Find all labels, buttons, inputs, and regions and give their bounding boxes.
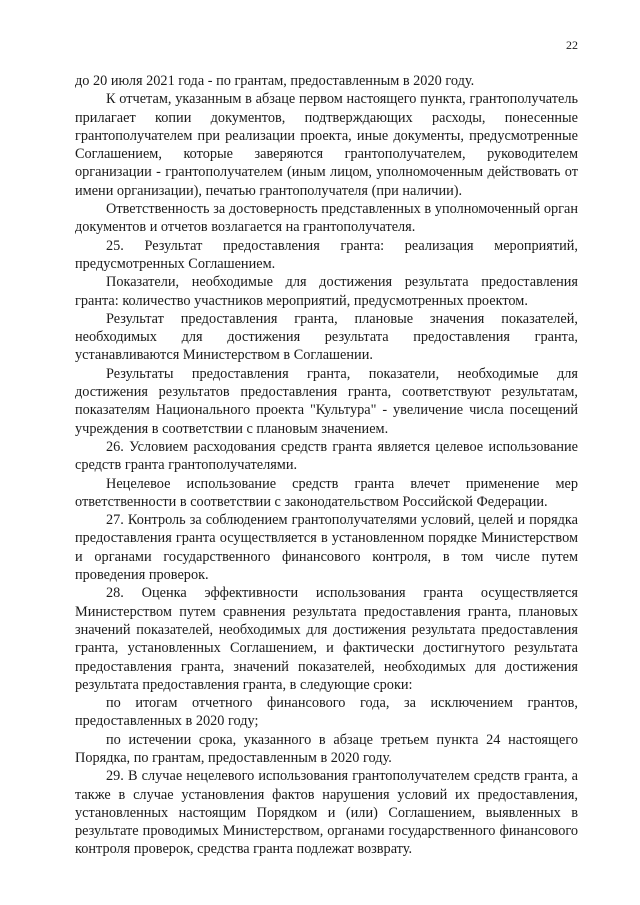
paragraph-misuse-liability: Нецелевое использование средств гранта влечет применение мер ответственности в соответствии с законодательством Российской Федерации. (75, 475, 578, 510)
paragraph-26-condition: 26. Условием расходования средств гранта является целевое использование средств гранта грантополучателями. (75, 438, 578, 474)
paragraph-indicators: Показатели, необходимые для достижения результата предоставления гранта: количество участников мероприятий, предусмотренных проектом. (75, 274, 578, 309)
paragraph-responsibility: Ответственность за достоверность представленных в уполномоченный орган документов и отчетов возлагается на грантополучателя. (75, 201, 578, 236)
paragraph-planned-values: Результат предоставления гранта, плановые значения показателей, необходимых для достижения результата предоставления гранта, устанавливаются Министерством в Соглашении. (75, 310, 578, 364)
paragraph-29-return: 29. В случае нецелевого использования грантополучателем средств гранта, а также в случае установления фактов нарушения условий их предоставления, установленных настоящим Порядком и (или) Соглашением, выявленных в результате проводимых Министерством, органами государственного финансового контроля проверок, средства гранта подлежат возврату. (75, 768, 578, 858)
paragraph-28-evaluation: 28. Оценка эффективности использования гранта осуществляется Министерством путем сравнения результата предоставления гранта, плановых значений показателей, необходимых для достижения результата предоставления гранта, установленных Соглашением, и фактически достигнутого результата предоставления гранта, значений показателей, необходимых для достижения результата предоставления гранта, в следующие сроки: (75, 585, 578, 693)
document-body (75, 72, 578, 859)
paragraph-25-result: 25. Результат предоставления гранта: реализация мероприятий, предусмотренных Соглашением. (75, 237, 578, 272)
paragraph-term-annual: по итогам отчетного финансового года, за исключением грантов, предоставленных в 2020 году; (75, 695, 578, 730)
paragraph-report-attachments: К отчетам, указанным в абзаце первом настоящего пункта, грантополучатель прилагает копии документов, подтверждающих расходы, понесенные грантополучателем при реализации проекта, иные документы, предусмотренные Соглашением, которые заверяются грантополучателем, руководителем организации - грантополучателем (иным лицом, уполномоченным действовать от имени организации), печатью грантополучателя (при наличии). (75, 91, 578, 199)
paragraph-report-deadline: до 20 июля 2021 года - по грантам, предоставленным в 2020 году. (75, 73, 475, 89)
paragraph-27-control: 27. Контроль за соблюдением грантополучателями условий, целей и порядка предоставления гранта осуществляется в установленном порядке Министерством и органами государственного финансового контроля, в том числе путем проведения проверок. (75, 512, 578, 584)
paragraph-term-2020: по истечении срока, указанного в абзаце третьем пункта 24 настоящего Порядка, по грантам, предоставленным в 2020 году. (75, 731, 578, 766)
paragraph-national-project: Результаты предоставления гранта, показатели, необходимые для достижения результатов предоставления гранта, соответствуют результатам, показателям Национального проекта "Культура" - увеличение числа посещений учреждения в соответствии с плановым значением. (75, 365, 578, 437)
page-number: 22 (566, 38, 578, 52)
